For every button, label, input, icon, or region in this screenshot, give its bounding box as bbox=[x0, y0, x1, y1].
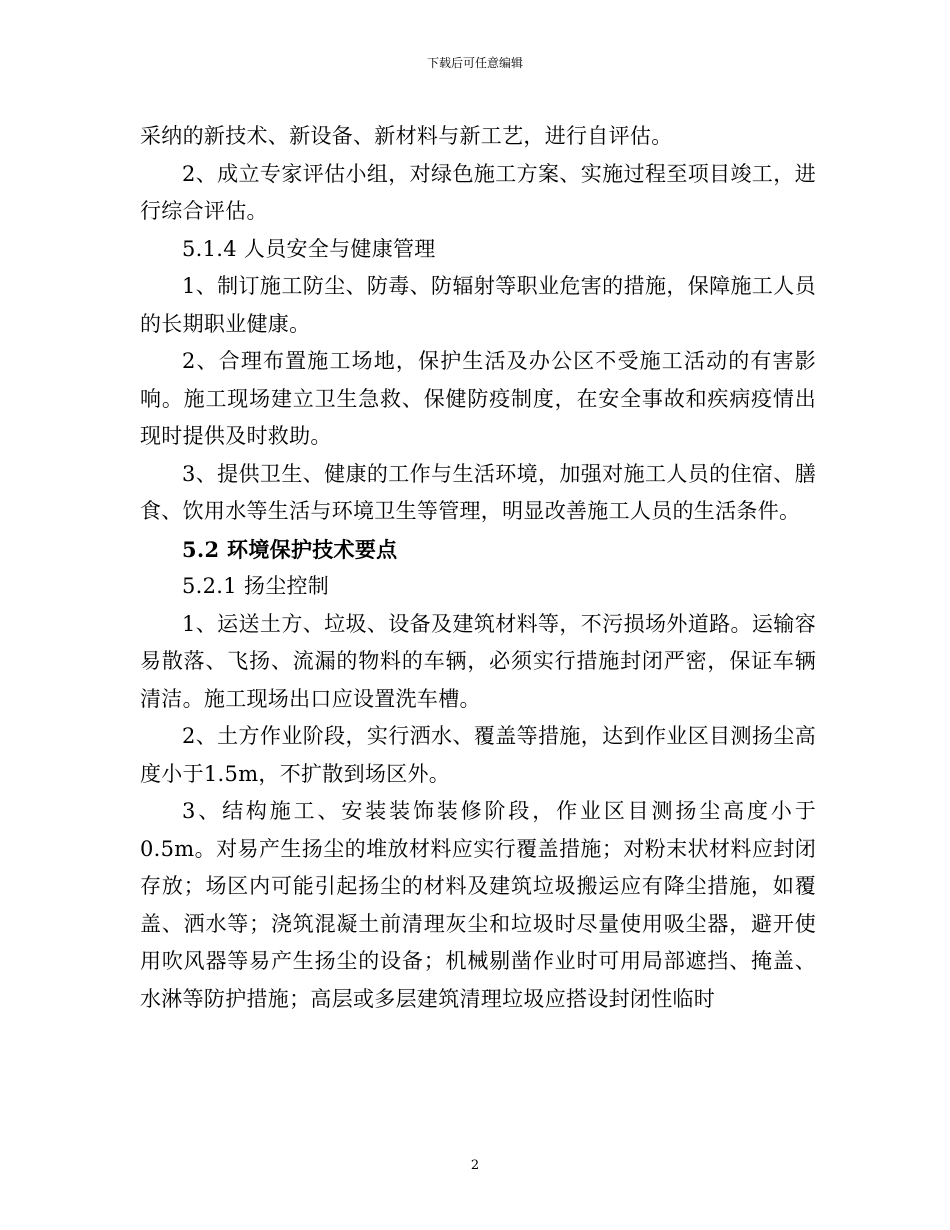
section-heading-5-2-1: 5.2.1 扬尘控制 bbox=[182, 574, 330, 598]
paragraph-item-3-structure-decoration: 3、结构施工、安装装饰装修阶段，作业区目测扬尘高度小于0.5m。对易产生扬尘的堆放材料应实行覆盖措施；对粉末状材料应封闭存放；场区内可能引起扬尘的材料及建筑垃圾搬运应有降尘措施，如覆盖、洒水等；浇筑混凝土前清理灰尘和垃圾时尽量使用吸尘器，避开使用吹风器等易产生扬尘的设备；机械剔凿作业时可用局部遮挡、掩盖、水淋等防护措施；高层或多层建筑清理垃圾应搭设封闭性临时 bbox=[140, 799, 816, 1011]
section-heading-5-2: 5.2 环境保护技术要点 bbox=[182, 536, 398, 562]
paragraph-continuation: 采纳的新技术、新设备、新材料与新工艺，进行自评估。 bbox=[140, 124, 673, 148]
paragraph-item-1-occupational-hazards: 1、制订施工防尘、防毒、防辐射等职业危害的措施，保障施工人员的长期职业健康。 bbox=[140, 274, 816, 336]
paragraph-item-2-site-layout: 2、合理布置施工场地，保护生活及办公区不受施工活动的有害影响。施工现场建立卫生急救、保健防疫制度，在安全事故和疾病疫情出现时提供及时救助。 bbox=[140, 349, 816, 448]
paragraph-item-2-expert-evaluation: 2、成立专家评估小组，对绿色施工方案、实施过程至项目竣工，进行综合评估。 bbox=[140, 161, 816, 223]
paragraph-item-3-living-environment: 3、提供卫生、健康的工作与生活环境，加强对施工人员的住宿、膳食、饮用水等生活与环境卫生等管理，明显改善施工人员的生活条件。 bbox=[140, 461, 816, 523]
section-heading-5-1-4: 5.1.4 人员安全与健康管理 bbox=[182, 236, 436, 261]
page-header: 下载后可任意编辑 bbox=[426, 56, 523, 70]
paragraph-item-1-transport: 1、运送土方、垃圾、设备及建筑材料等，不污损场外道路。运输容易散落、飞扬、流漏的物料的车辆，必须实行措施封闭严密，保证车辆清洁。施工现场出口应设置洗车槽。 bbox=[140, 611, 816, 711]
paragraph-item-2-earthwork: 2、土方作业阶段，实行洒水、覆盖等措施，达到作业区目测扬尘高度小于1.5m，不扩散到场区外。 bbox=[140, 724, 816, 786]
page-number: 2 bbox=[470, 1158, 480, 1173]
document-body bbox=[140, 118, 816, 1018]
